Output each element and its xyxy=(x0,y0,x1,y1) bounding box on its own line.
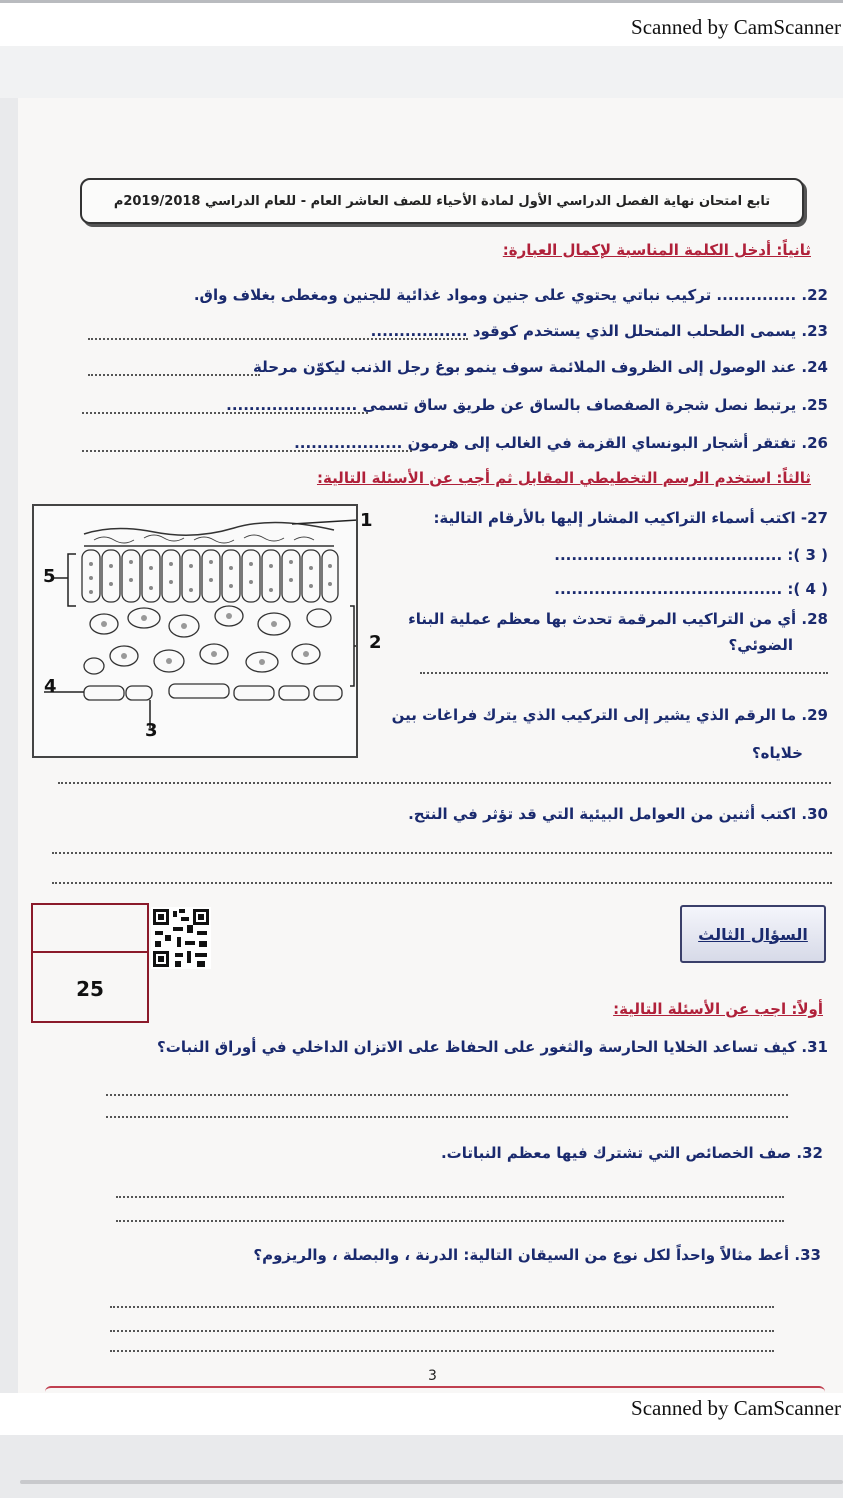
question-26: 26. تفتقر أشجار البونساي القزمة في الغالب إلى هرمون ................... xyxy=(294,434,828,452)
answer-line-33c xyxy=(110,1350,774,1352)
section3-heading: ثالثاً: استخدم الرسم التخطيطي المقابل ثم أجب عن الأسئلة التالية: xyxy=(316,469,811,487)
answer-line-31a xyxy=(106,1094,788,1096)
score-box xyxy=(31,903,149,1023)
exam-header xyxy=(80,178,804,224)
question-22: 22. .............. تركيب نباتي يحتوي على جنين ومواد غذائية للجنين ومغطى بغلاف واق. xyxy=(193,286,828,304)
answer-line-30b xyxy=(52,882,832,884)
diagram-label-3: 3 xyxy=(145,720,158,741)
question-29-line1: 29. ما الرقم الذي يشير إلى التركيب الذي يترك فراغات بين xyxy=(391,706,828,724)
answer-line-25 xyxy=(82,412,368,414)
question-28-line1: 28. أي من التراكيب المرقمة تحدث بها معظم عملية البناء xyxy=(408,610,828,628)
question-23: 23. يسمى الطحلب المتحلل الذي يستخدم كوقود ................. xyxy=(370,322,828,340)
scanner-bottom-bar xyxy=(0,1393,843,1435)
question-three-button[interactable] xyxy=(680,905,826,963)
question-27-item-3: ( 3 ): ........................................ xyxy=(554,546,828,564)
answer-line-24 xyxy=(88,374,260,376)
lower-gap xyxy=(0,1435,843,1498)
diagram-label-1: 1 xyxy=(360,510,373,531)
question-30: 30. اكتب أثنين من العوامل البيئية التي قد تؤثر في النتح. xyxy=(408,805,828,823)
answer-line-26 xyxy=(82,450,412,452)
answer-line-33b xyxy=(110,1330,774,1332)
leaf-diagram-drawing xyxy=(34,506,356,756)
answer-line-32a xyxy=(116,1196,784,1198)
answer-line-33a xyxy=(110,1306,774,1308)
question-33: 33. أعط مثالاً واحداً لكل نوع من السيقان التالية: الدرنة ، والبصلة ، والريزوم؟ xyxy=(253,1246,821,1264)
page-number: 3 xyxy=(428,1368,437,1384)
page-gap xyxy=(0,46,843,98)
score-total: 25 xyxy=(76,977,104,1001)
answer-line-32b xyxy=(116,1220,784,1222)
question-25: 25. يرتبط نصل شجرة الصفصاف بالساق عن طريق ساق تسمى ....................... xyxy=(226,396,828,414)
diagram-label-2: 2 xyxy=(369,632,382,653)
question-three-label: السؤال الثالث xyxy=(698,924,808,944)
score-box-top-cell xyxy=(33,905,147,953)
section2-heading: ثانياً: أدخل الكلمة المناسبة لإكمال العبارة: xyxy=(502,241,811,259)
camscanner-watermark-bottom: Scanned by CamScanner xyxy=(631,1396,841,1420)
lower-page-edge xyxy=(20,1480,843,1484)
question-31: 31. كيف تساعد الخلايا الحارسة والثغور على الحفاظ على الاتزان الداخلي في أوراق النبات؟ xyxy=(157,1038,828,1056)
qr-code-icon xyxy=(151,907,211,969)
answer-line-29 xyxy=(58,782,831,784)
question-27-item-4: ( 4 ): ........................................ xyxy=(554,580,828,598)
answer-line-23 xyxy=(88,338,468,340)
exam-header-title: تابع امتحان نهاية الفصل الدراسي الأول لمادة الأحياء للصف العاشر العام - للعام الدراسي 2019/2018م xyxy=(113,193,771,209)
answer-line-28 xyxy=(420,672,828,674)
question-24: 24. عند الوصول إلى الظروف الملائمة سوف ينمو بوغ رجل الذنب ليكوّن مرحلة xyxy=(253,358,828,376)
camscanner-watermark-top: Scanned by CamScanner xyxy=(631,15,841,39)
question-27: 27- اكتب أسماء التراكيب المشار إليها بالأرقام التالية: xyxy=(433,509,828,527)
diagram-label-5: 5 xyxy=(43,566,56,587)
question-29-line2: خلاياه؟ xyxy=(751,744,803,762)
question-32: 32. صف الخصائص التي تشترك فيها معظم النباتات. xyxy=(440,1144,823,1162)
leaf-cross-section-diagram xyxy=(32,504,358,758)
question3-heading: أولاً: اجب عن الأسئلة التالية: xyxy=(613,1000,823,1018)
answer-line-30a xyxy=(52,852,832,854)
answer-line-31b xyxy=(106,1116,788,1118)
diagram-label-4: 4 xyxy=(44,676,57,697)
scanner-top-bar xyxy=(0,0,843,46)
question-28-line2: الضوئي؟ xyxy=(728,636,793,654)
